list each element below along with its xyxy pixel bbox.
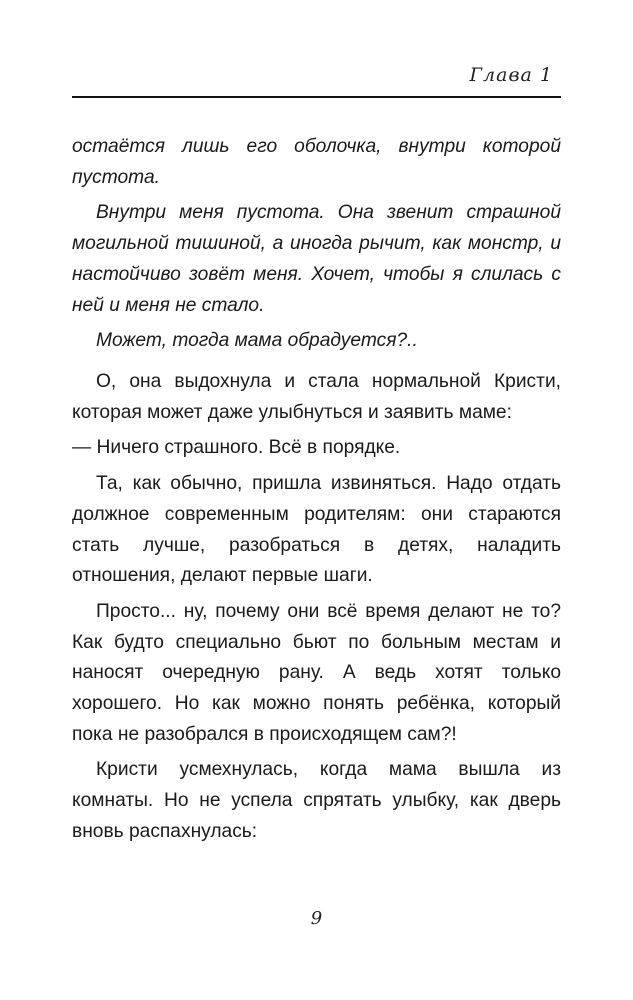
dialogue-line: — Ничего страшного. Всё в порядке. bbox=[72, 437, 401, 459]
body-paragraph: Просто... ну, почему они всё время делают не то? Как будто специально бьют по больным местам и наносят очередную рану. А ведь хотят только хорошего. Но как можно понять ребёнка, который пока не разобрался в происходящем сам?! bbox=[72, 600, 561, 745]
italic-paragraph: Может, тогда мама обрадуется?.. bbox=[96, 330, 418, 352]
italic-paragraph: остаётся лишь его оболочка, внутри которой пустота. bbox=[72, 136, 561, 188]
page-number: 9 bbox=[310, 908, 323, 929]
body-paragraph: Кристи усмехнулась, когда мама вышла из комнаты. Но не успела спрятать улыбку, как дверь вновь распахнулась: bbox=[72, 759, 561, 842]
header-rule bbox=[72, 96, 561, 98]
italic-paragraph: Внутри меня пустота. Она звенит страшной могильной тишиной, а иногда рычит, как монстр, и настойчиво зовёт меня. Хочет, чтобы я слилась с ней и меня не стало. bbox=[72, 202, 561, 316]
body-paragraph: О, она выдохнула и стала нормальной Кристи, которая может даже улыбнуться и заявить маме: bbox=[72, 371, 561, 423]
italic-passage bbox=[72, 132, 561, 362]
running-head-chapter: Глава 1 bbox=[469, 64, 553, 86]
body-paragraph: Та, как обычно, пришла извиняться. Надо отдать должное современным родителям: они стараются стать лучше, разобраться в детях, наладить отношения, делают первые шаги. bbox=[72, 473, 561, 587]
body-text bbox=[72, 367, 561, 853]
